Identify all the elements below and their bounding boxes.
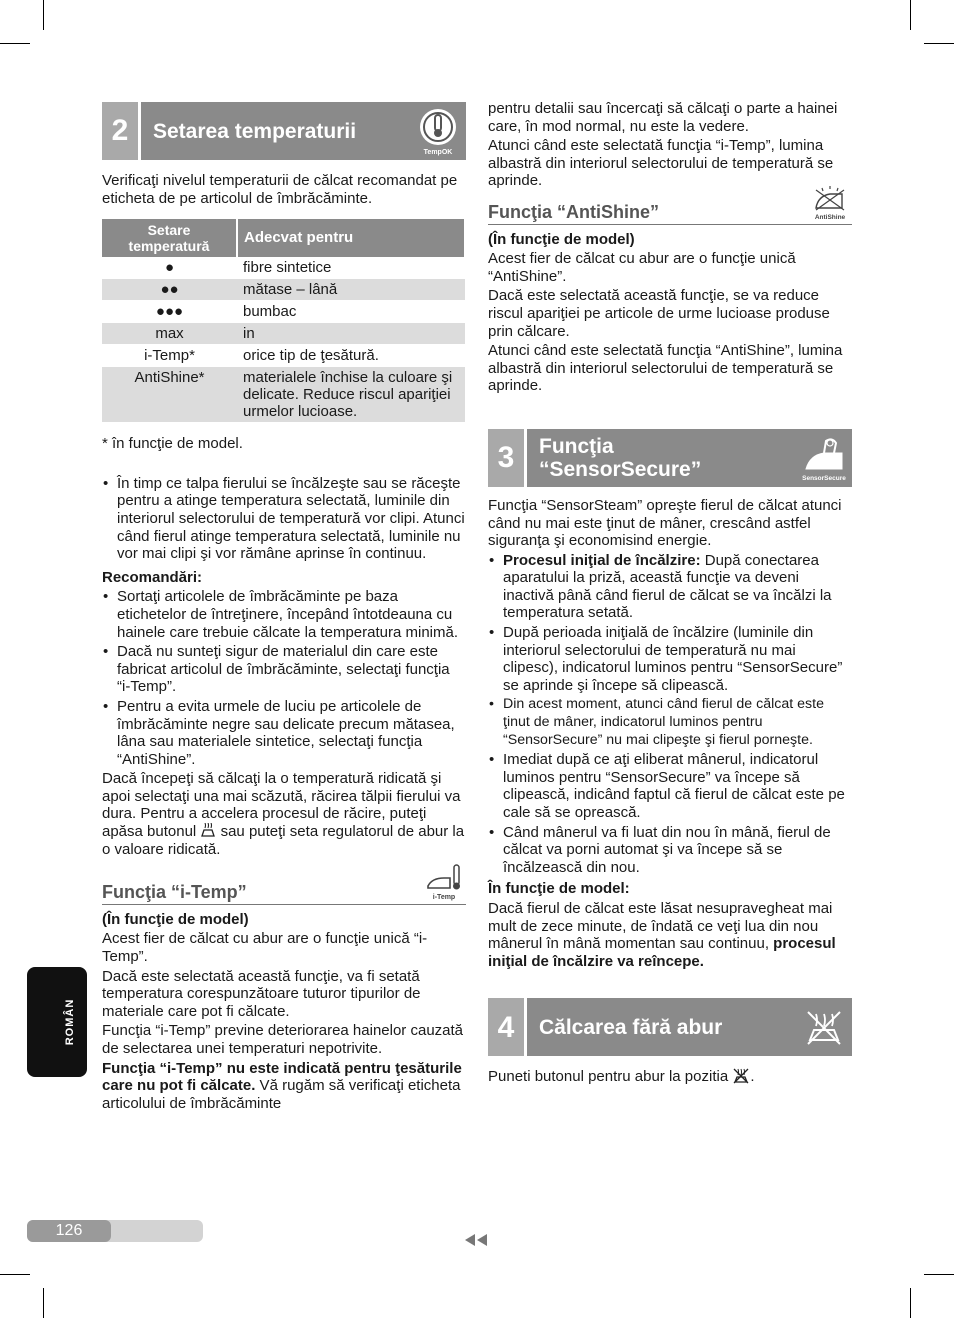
paragraph: Acest fier de călcat cu abur are o funcţie unică “AntiShine”.: [488, 250, 796, 285]
temperature-table: [102, 219, 466, 423]
paragraph: Funcţia “i-Temp” previne deteriorarea hainelor cauzată de selectarea unei temperaturi nepotrivite.: [102, 1022, 464, 1057]
antishine-header: [488, 201, 852, 225]
paragraph: [102, 1060, 466, 1113]
paragraph: [488, 900, 852, 970]
list-item: • După perioada iniţială de încălzire (luminile din interiorul selectorului de temperatură nu mai clipesc), indicatorul luminos pentru “SensorSecure” se aprinde şi începe să clipească.: [488, 624, 852, 694]
paragraph-rest: Vă rugăm să verificaţi eticheta articolului de îmbrăcăminte: [102, 1077, 461, 1112]
paragraph: Dacă este selectată această funcţie, se va reduce riscul apariţiei pe articole de urme lucioase produse prin călcare.: [488, 287, 830, 340]
no-steam-position-icon: [732, 1068, 750, 1084]
bold-text: Funcţia “i-Temp” nu este indicată pentru ţesăturile care nu pot fi călcate.: [102, 1059, 462, 1095]
subsection-title: Funcţia “AntiShine”: [488, 201, 659, 222]
icon-label: SensorSecure: [802, 474, 846, 482]
model-title: În funcţie de model:: [488, 880, 630, 898]
section-title-line: “SensorSecure”: [539, 457, 702, 481]
page-number: 126: [27, 1220, 111, 1242]
table-row: [102, 257, 465, 279]
crop-mark: [924, 1274, 954, 1275]
list-item: • Când mânerul va fi luat din nou în mână, fierul de călcat va porni automat şi va începe să se încălzească din nou.: [488, 824, 852, 877]
paragraph: Funcţia “SensorSteam” opreşte fierul de călcat atunci când nu mai este ţinut de mâner, crescând astfel siguranţa şi economisind energie.: [488, 496, 842, 550]
section-title: Călcarea fără abur: [539, 1015, 723, 1039]
model-note: (În funcţie de model): [488, 230, 635, 248]
table-row: [102, 279, 465, 301]
right-column: [488, 100, 852, 1088]
language-tab-label: ROMÂN: [64, 998, 76, 1046]
list-item: [488, 552, 852, 622]
table-cell: fibre sintetice: [237, 257, 465, 279]
paragraph-text: Dacă fierul de călcat este lăsat nesupravegheat mai mult de zece minute, de îndată ce veţi lua din nou mânerul în mână momentan sau continuu,: [488, 899, 833, 953]
crop-mark: [910, 1288, 911, 1318]
section-3-header: [488, 429, 852, 487]
icon-label: i-Temp: [432, 893, 456, 901]
table-row: [102, 323, 465, 345]
list-item: • Din acest moment, atunci când fierul de călcat este ţinut de mâner, indicatorul luminos pentru “SensorSecure” nu mai clipeşte şi fierul porneşte.: [488, 696, 852, 749]
crop-mark: [910, 0, 911, 30]
punctuation: .: [750, 1068, 755, 1086]
section-4-header: [488, 998, 852, 1056]
section-title-line: Funcţia: [539, 434, 614, 458]
steam-button-icon: [200, 823, 216, 838]
paragraph: [488, 1068, 852, 1086]
table-header: Adecvat pentru: [237, 219, 465, 257]
list-item: • Sortaţi articolele de îmbrăcăminte pe baza etichetelor de întreţinere, începând întotdeauna cu hainele care trebuie călcate la temperatura minimă.: [102, 588, 466, 641]
table-cell: i-Temp*: [102, 345, 237, 367]
bold-text: Procesul iniţial de încălzire:: [503, 551, 701, 569]
table-cell: mătase – lână: [237, 279, 465, 301]
crop-mark: [43, 0, 44, 30]
crop-mark: [0, 43, 30, 44]
antishine-icon: [808, 182, 852, 222]
list-item: • Pentru a evita urmele de luciu pe articolele de îmbrăcăminte negre sau delicate precum mătasea, lâna sau materialele sintetice, selectaţi funcţia “AntiShine”.: [102, 698, 466, 768]
footnote: * în funcţie de model.: [102, 435, 243, 453]
bold-text: procesul iniţial de încălzire va reîncepe.: [488, 935, 836, 970]
table-cell: in: [237, 323, 465, 345]
crop-mark: [924, 43, 954, 44]
cooling-text: [102, 770, 466, 858]
tempok-icon: [416, 106, 460, 156]
table-cell: orice tip de ţesătură.: [237, 345, 465, 367]
back-arrows-icon: [463, 1233, 489, 1247]
recommend-list: [102, 588, 466, 768]
language-tab: [27, 967, 87, 1077]
list-item: • Dacă nu sunteţi sigur de materialul din care este fabricat articolul de îmbrăcăminte, selectaţi funcţia “i-Temp”.: [102, 643, 466, 696]
list-item: • În timp ce talpa fierului se încălzeşte sau se răceşte pentru a atinge temperatura selectată, luminile din interiorul selectorului de temperatură vor clipi. Atunci când fierul atinge temperatura selectată, luminile nu vor mai clipi şi vor rămâne aprinse în continuu.: [102, 475, 466, 563]
subsection-title: Funcţia “i-Temp”: [102, 882, 247, 903]
paragraph: Atunci când este selectată funcţia “AntiShine”, lumina albastră din interiorul selectorului de temperatură se aprinde.: [488, 342, 843, 395]
section-2-header: [102, 102, 466, 160]
table-row: [102, 345, 465, 367]
paragraph: Dacă este selectată această funcţie, va fi setată temperatura corespunzătoare tuturor tipurilor de materiale care pot fi călcate.: [102, 967, 421, 1020]
bullet-list: [102, 475, 466, 563]
table-row: [102, 301, 465, 323]
cooling-text-b: sau puteţi seta regulatorul de abur la o valoare ridicată.: [102, 823, 465, 858]
table-cell: ●●: [102, 279, 237, 301]
icon-label: TempOK: [423, 149, 453, 156]
section-title: Setarea temperaturii: [153, 119, 357, 143]
table-cell: ●: [102, 257, 237, 279]
crop-mark: [0, 1274, 30, 1275]
bullet-list: [488, 552, 852, 877]
table-cell: AntiShine*: [102, 367, 237, 423]
icon-label: AntiShine: [814, 213, 846, 221]
section-number: 4: [488, 998, 527, 1056]
table-cell: materialele închise la culoare şi delicate. Reduce riscul apariţiei urmelor lucioase.: [237, 367, 465, 423]
section-title: [539, 435, 701, 481]
section-number: 2: [102, 102, 141, 160]
recommend-title: Recomandări:: [102, 568, 203, 586]
table-cell: ●●●: [102, 301, 237, 323]
table-row: [102, 367, 465, 423]
itemp-header: [102, 884, 466, 905]
paragraph-text: Puneti butonul pentru abur la pozitia: [488, 1068, 729, 1086]
left-column: [102, 102, 466, 1114]
cooling-text-a: Dacă începeţi să călcaţi la o temperatură ridicată şi apoi selectaţi una mai scăzută, răcirea tălpii fierului va dura. Pentru a accelera procesul de răcire, puteţi apăsa butonul: [102, 770, 461, 841]
model-note: (În funcţie de model): [102, 910, 249, 928]
itemp-icon: [422, 862, 466, 902]
table-cell: bumbac: [237, 301, 465, 323]
sensorsecure-icon: [802, 433, 846, 483]
table-cell: max: [102, 323, 237, 345]
intro-text: Verificaţi nivelul temperaturii de călcat recomandat pe eticheta de pe articolul de îmbrăcăminte.: [102, 172, 458, 207]
list-item-text: După conectarea aparatului la priză, această funcţie va deveni inactivă până când fierul de călcat se va încălzi la temperatura setată.: [503, 551, 832, 622]
section-number: 3: [488, 429, 527, 487]
paragraph: Atunci când este selectată funcţia “i-Temp”, lumina albastră din interiorul selectorului de temperatură se aprinde.: [488, 137, 834, 190]
paragraph: pentru detalii sau încercaţi să călcaţi o parte a hainei care, în mod normal, nu este la vedere.: [488, 100, 838, 135]
paragraph: Acest fier de călcat cu abur are o funcţie unică “i-Temp”.: [102, 930, 428, 966]
list-item: • Imediat după ce aţi eliberat mânerul, indicatorul luminos pentru “SensorSecure” va începe să clipească, indicând faptul că fierul de călcat este pe cale să se oprească.: [488, 751, 852, 821]
table-header: Setare temperatură: [102, 219, 237, 257]
crop-mark: [43, 1288, 44, 1318]
no-steam-icon: [802, 1002, 846, 1052]
